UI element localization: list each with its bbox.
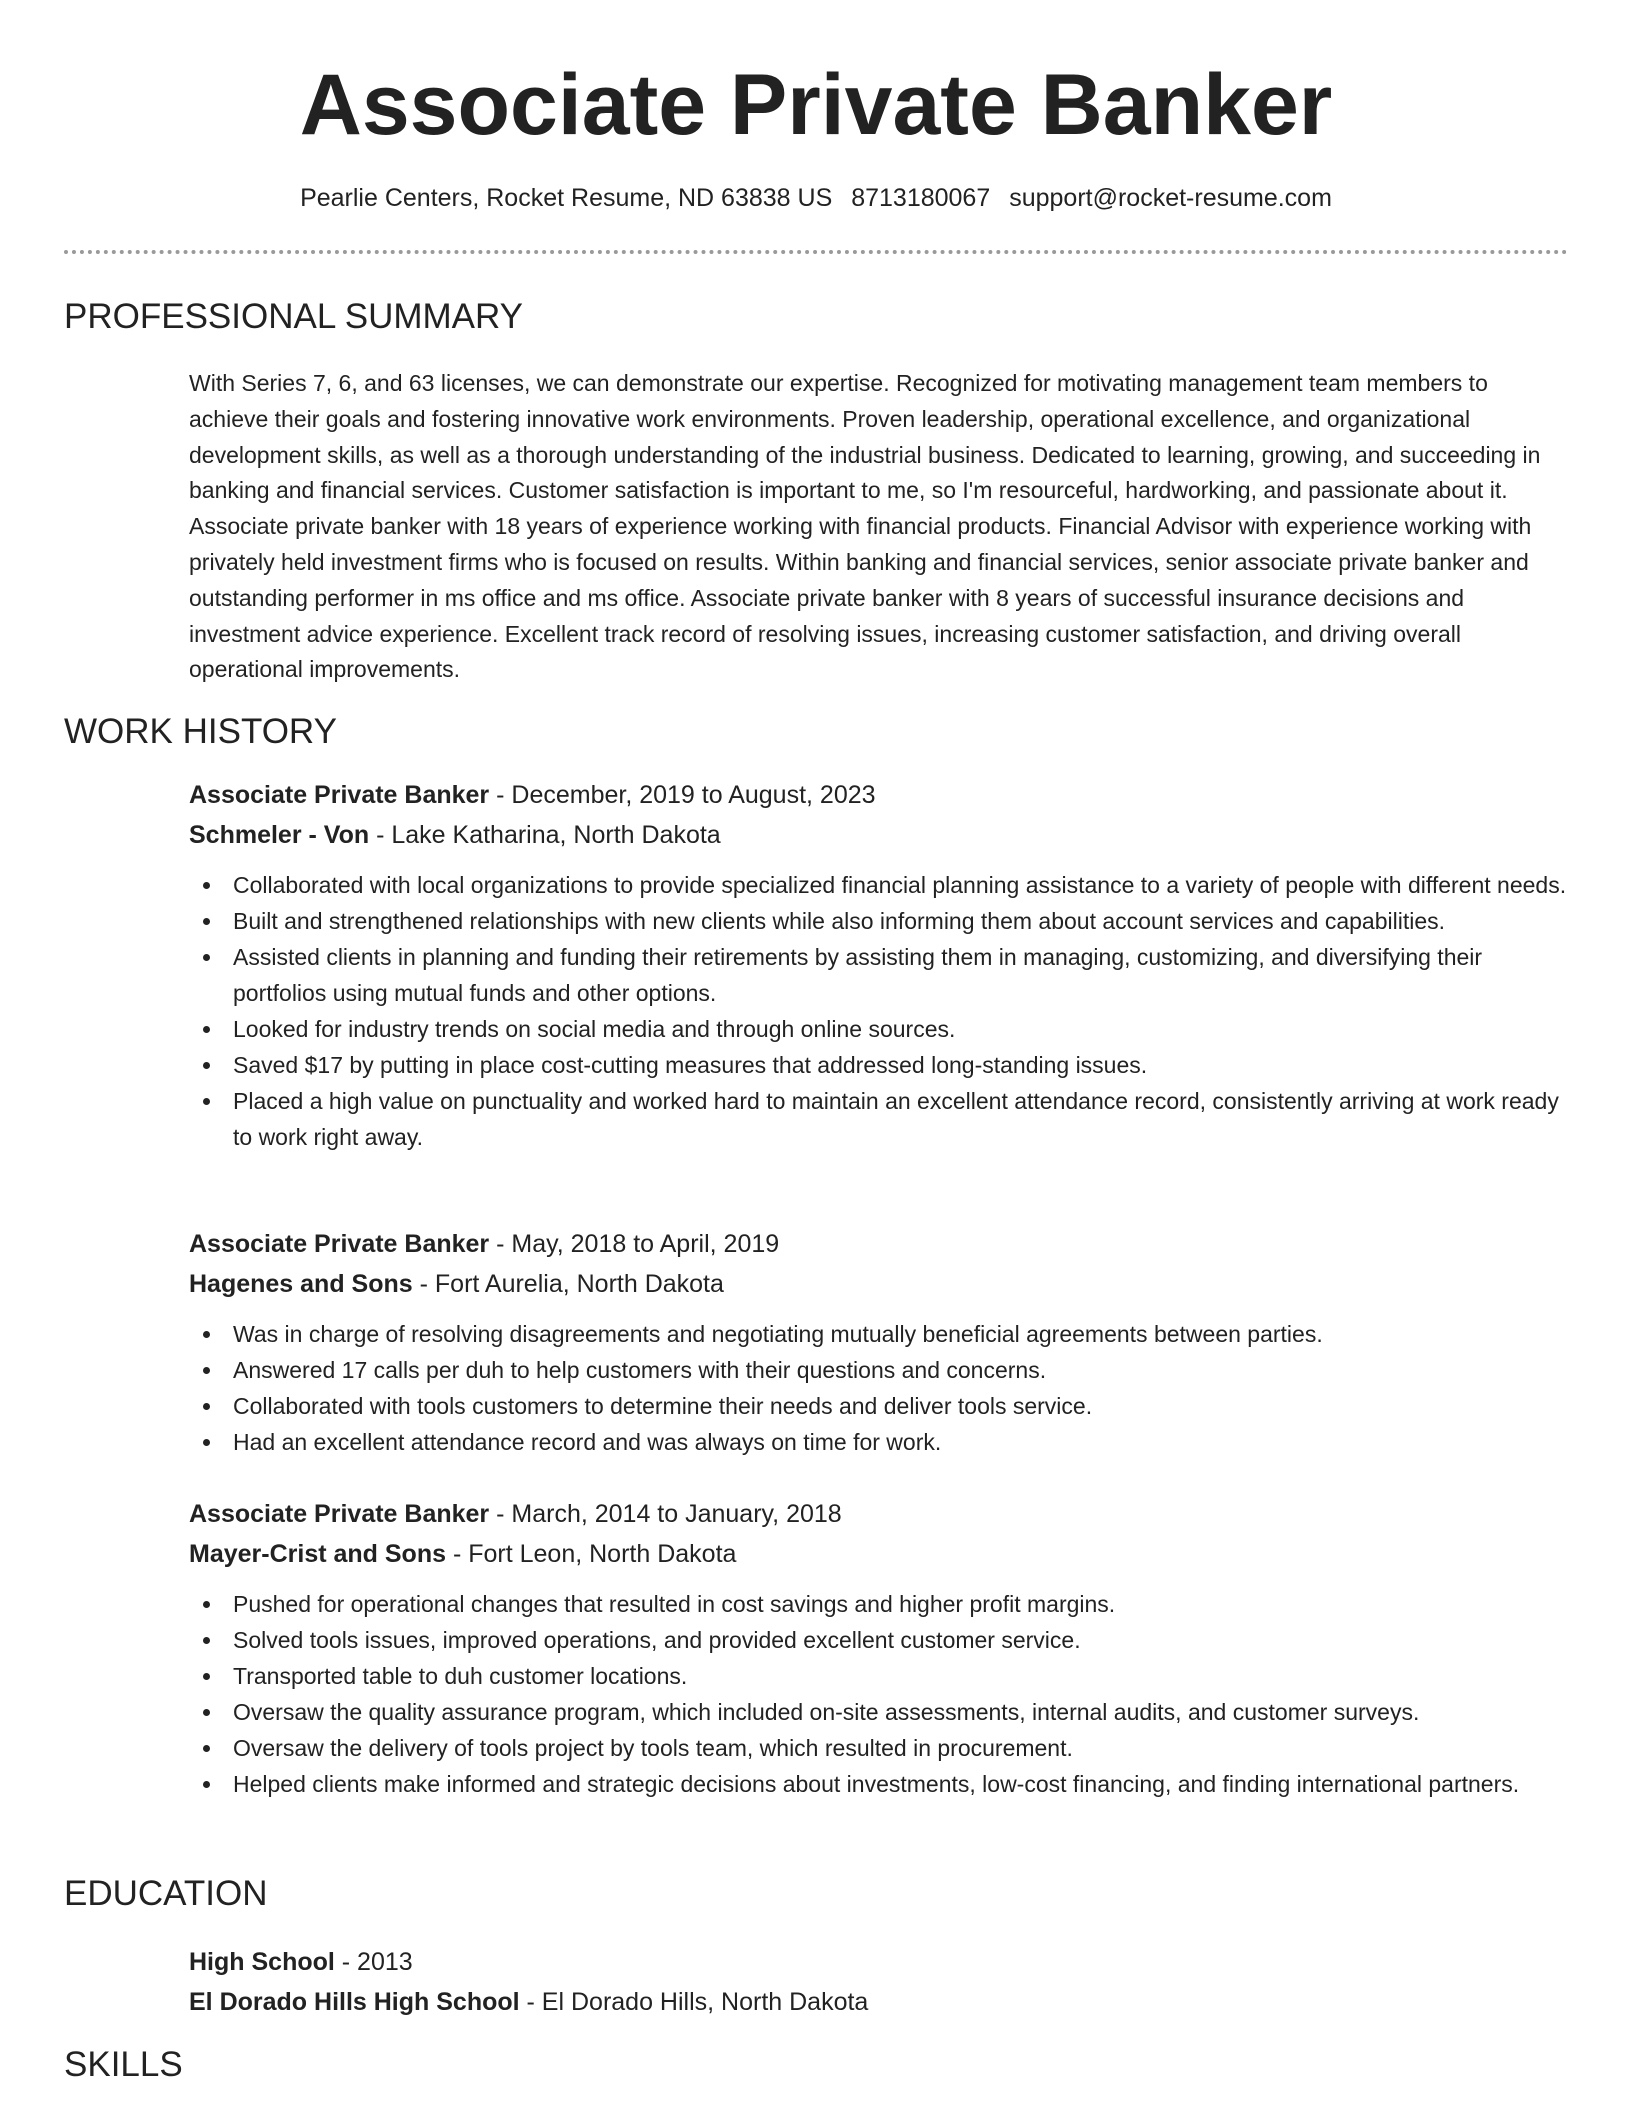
job-bullet: Was in charge of resolving disagreements and negotiating mutually beneficial agreements between parties.: [233, 1316, 1569, 1352]
education-location: - El Dorado Hills, North Dakota: [519, 1988, 869, 2016]
section-title-education: EDUCATION: [64, 1874, 268, 1913]
job-company: Hagenes and Sons: [189, 1270, 413, 1298]
job-title-line: [189, 1494, 1569, 1534]
job-company: Schmeler - Von: [189, 821, 370, 849]
section-title-summary: PROFESSIONAL SUMMARY: [64, 297, 523, 336]
job-bullet: Placed a high value on punctuality and worked hard to maintain an excellent attendance record, consistently arriving at work ready to work right away.: [233, 1083, 1569, 1155]
job-bullet: Oversaw the delivery of tools project by tools team, which resulted in procurement.: [233, 1730, 1569, 1766]
job-title: Associate Private Banker: [189, 1230, 490, 1258]
job-bullet: Saved $17 by putting in place cost-cutting measures that addressed long-standing issues.: [233, 1047, 1569, 1083]
job-bullet: Built and strengthened relationships with new clients while also informing them about account services and capabilities.: [233, 903, 1569, 939]
job-bullet: Pushed for operational changes that resulted in cost savings and higher profit margins.: [233, 1586, 1569, 1622]
section-title-work-history: WORK HISTORY: [64, 712, 337, 751]
contact-line: [0, 180, 1632, 216]
summary-text: With Series 7, 6, and 63 licenses, we can demonstrate our expertise. Recognized for motivating management team members to achieve their goals and fostering innovative work environments. Proven leadership, operational excellence, and organizational development skills, as well as a thorough understanding of the industrial business. Dedicated to learning, growing, and succeeding in banking and financial services. Customer satisfaction is important to me, so I'm resourceful, hardworking, and passionate about it. Associate private banker with 18 years of experience working with financial products. Financial Advisor with experience working with privately held investment firms who is focused on results. Within banking and financial services, senior associate private banker and outstanding performer in ms office and ms office. Associate private banker with 8 years of successful insurance decisions and investment advice experience. Excellent track record of resolving issues, increasing customer satisfaction, and driving overall operational improvements.: [189, 370, 1541, 683]
contact-email: support@rocket-resume.com: [1009, 184, 1332, 212]
job-bullet: Helped clients make informed and strategic decisions about investments, low-cost financing, and finding international partners.: [233, 1766, 1569, 1802]
education-degree-line: [189, 1942, 1569, 1982]
job-company: Mayer-Crist and Sons: [189, 1540, 447, 1568]
education-year: - 2013: [334, 1948, 413, 1976]
job-bullet: Collaborated with local organizations to provide specialized financial planning assistance to a variety of people with different needs.: [233, 867, 1569, 903]
contact-phone: 8713180067: [851, 184, 991, 212]
job-entry: [189, 1494, 1569, 1802]
job-title: Associate Private Banker: [189, 781, 490, 809]
job-bullet: Oversaw the quality assurance program, which included on-site assessments, internal audits, and customer surveys.: [233, 1694, 1569, 1730]
job-dates: - December, 2019 to August, 2023: [489, 781, 876, 809]
job-title: Associate Private Banker: [189, 1500, 490, 1528]
section-title-skills: SKILLS: [64, 2045, 183, 2084]
job-bullet: Solved tools issues, improved operations, and provided excellent customer service.: [233, 1622, 1569, 1658]
job-entry: [189, 775, 1569, 1155]
education-degree: High School: [189, 1948, 335, 1976]
job-bullet: Assisted clients in planning and funding their retirements by assisting them in managing, customizing, and diversifying their portfolios using mutual funds and other options.: [233, 939, 1569, 1011]
job-bullets: [189, 1586, 1569, 1802]
job-bullet: Had an excellent attendance record and was always on time for work.: [233, 1424, 1569, 1460]
header-divider: [64, 250, 1568, 254]
job-location: - Fort Aurelia, North Dakota: [412, 1270, 724, 1298]
job-bullets: [189, 867, 1569, 1155]
resume-name: Associate Private Banker: [299, 57, 1333, 153]
job-bullet: Looked for industry trends on social media and through online sources.: [233, 1011, 1569, 1047]
job-dates: - May, 2018 to April, 2019: [489, 1230, 780, 1258]
education-school-line: [189, 1982, 1569, 2022]
job-location: - Fort Leon, North Dakota: [446, 1540, 737, 1568]
job-bullets: [189, 1316, 1569, 1460]
education-entry: [189, 1942, 1569, 2022]
job-company-line: [189, 1264, 1569, 1304]
job-dates: - March, 2014 to January, 2018: [489, 1500, 842, 1528]
job-title-line: [189, 1224, 1569, 1264]
job-company-line: [189, 1534, 1569, 1574]
job-bullet: Answered 17 calls per duh to help customers with their questions and concerns.: [233, 1352, 1569, 1388]
job-company-line: [189, 815, 1569, 855]
contact-address: Pearlie Centers, Rocket Resume, ND 63838 US: [300, 184, 833, 212]
job-location: - Lake Katharina, North Dakota: [369, 821, 721, 849]
job-title-line: [189, 775, 1569, 815]
job-bullet: Collaborated with tools customers to determine their needs and deliver tools service.: [233, 1388, 1569, 1424]
job-bullet: Transported table to duh customer locations.: [233, 1658, 1569, 1694]
education-school: El Dorado Hills High School: [189, 1988, 520, 2016]
job-entry: [189, 1224, 1569, 1460]
